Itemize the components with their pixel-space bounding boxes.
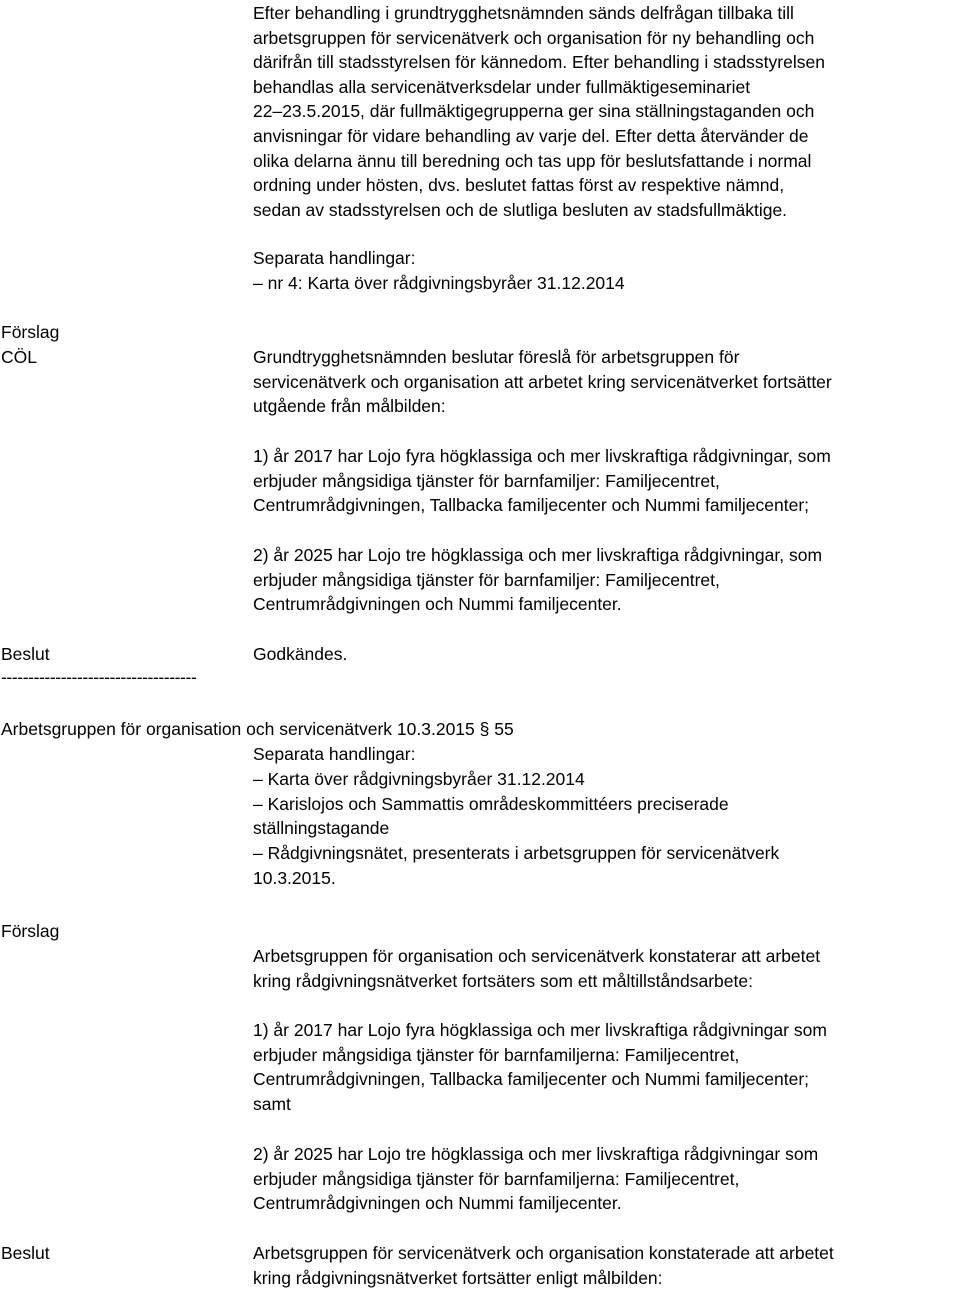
separate-docs-item: – Karta över rådgivningsbyråer 31.12.2014 xyxy=(253,769,585,789)
proposal-item-line: samt xyxy=(253,1093,291,1114)
separate-docs-heading: Separata handlingar: xyxy=(253,248,416,268)
proposal-paragraph xyxy=(253,944,820,993)
decision-label: Beslut xyxy=(1,644,50,664)
proposal-item-line: erbjuder mångsidiga tjänster för barnfamiljerna: Familjecentret, xyxy=(253,1168,740,1189)
proposal-line: kring rådgivningsnätverket fortsäters som ett måltillståndsarbete: xyxy=(253,970,753,991)
intro-line: anvisningar för vidare behandling av varje del. Efter detta återvänder de xyxy=(253,125,809,146)
proposal-item-2 xyxy=(253,543,822,617)
proposal-item-line: Centrumrådgivningen och Nummi familjecenter. xyxy=(253,1193,622,1214)
proposal-paragraph xyxy=(253,345,832,419)
proposal-item-line: 1) år 2017 har Lojo fyra högklassiga och mer livskraftiga rådgivningar som xyxy=(253,1020,827,1040)
proposal-author-label: CÖL xyxy=(1,347,37,367)
proposal-item-line: 2) år 2025 har Lojo tre högklassiga och mer livskraftiga rådgivningar, som xyxy=(253,545,823,565)
proposal-item-line: 2) år 2025 har Lojo tre högklassiga och mer livskraftiga rådgivningar som xyxy=(253,1144,819,1164)
section-divider: ------------------------------------ xyxy=(1,667,197,687)
proposal-line: Grundtrygghetsnämnden beslutar föreslå för arbetsgruppen för xyxy=(253,347,740,367)
section-number: 55 xyxy=(494,719,514,739)
section-heading-text: Arbetsgruppen för organisation och servicenätverk 10.3.2015 xyxy=(1,719,475,739)
proposal-item-line: Centrumrådgivningen, Tallbacka familjecenter och Nummi familjecenter; xyxy=(253,1069,810,1090)
separate-docs-item: – nr 4: Karta över rådgivningsbyråer 31.12.2014 xyxy=(253,273,625,293)
intro-line: ordning under hösten, dvs. beslutet fattas först av respektive nämnd, xyxy=(253,175,785,196)
separate-docs-item-continued: 10.3.2015. xyxy=(253,868,336,888)
proposal-label: Förslag xyxy=(1,322,60,342)
intro-line: olika delarna ännu till beredning och tas upp för beslutsfattande i normal xyxy=(253,150,812,171)
proposal-item-1 xyxy=(253,444,831,518)
proposal-item-1 xyxy=(253,1018,827,1116)
intro-line: 22–23.5.2015, där fullmäktigegrupperna ger sina ställningstaganden och xyxy=(253,101,815,122)
proposal-item-line: erbjuder mångsidiga tjänster för barnfamiljer: Familjecentret, xyxy=(253,470,720,491)
decision-line: Arbetsgruppen för servicenätverk och organisation konstaterade att arbetet xyxy=(253,1243,834,1263)
proposal-item-line: 1) år 2017 har Lojo fyra högklassiga och mer livskraftiga rådgivningar, som xyxy=(253,446,831,466)
intro-line: arbetsgruppen för servicenätverk och organisation för ny behandling och xyxy=(253,27,815,48)
intro-line: behandlas alla servicenätverksdelar under fullmäktigeseminariet xyxy=(253,76,751,97)
proposal-line: utgående från målbilden: xyxy=(253,396,446,417)
intro-line: därifrån till stadsstyrelsen för kännedom. Efter behandling i stadsstyrelsen xyxy=(253,52,825,73)
proposal-item-line: Centrumrådgivningen och Nummi familjecenter. xyxy=(253,594,622,615)
section-mark: § xyxy=(479,719,490,739)
proposal-label: Förslag xyxy=(1,921,60,941)
proposal-item-line: Centrumrådgivningen, Tallbacka familjecenter och Nummi familjecenter; xyxy=(253,495,810,516)
separate-docs-item: – Rådgivningsnätet, presenterats i arbetsgruppen för servicenätverk xyxy=(253,843,780,863)
proposal-line: servicenätverk och organisation att arbetet kring servicenätverket fortsätter xyxy=(253,371,832,392)
decision-text: Godkändes. xyxy=(253,644,348,664)
decision-paragraph xyxy=(253,1241,834,1290)
intro-line: sedan av stadsstyrelsen och de slutliga besluten av stadsfullmäktige. xyxy=(253,199,788,220)
intro-paragraph xyxy=(253,1,825,222)
separate-docs-item-continued: ställningstagande xyxy=(253,818,390,838)
proposal-item-2 xyxy=(253,1142,818,1216)
proposal-item-line: erbjuder mångsidiga tjänster för barnfamiljerna: Familjecentret, xyxy=(253,1044,740,1065)
proposal-line: Arbetsgruppen för organisation och servicenätverk konstaterar att arbetet xyxy=(253,946,821,966)
decision-line: kring rådgivningsnätverket fortsätter enligt målbilden: xyxy=(253,1267,663,1288)
decision-label: Beslut xyxy=(1,1243,50,1263)
separate-docs-heading: Separata handlingar: xyxy=(253,744,416,764)
separate-docs-item: – Karislojos och Sammattis områdeskommittéers preciserade xyxy=(253,794,729,814)
intro-line: Efter behandling i grundtrygghetsnämnden sänds delfrågan tillbaka till xyxy=(253,3,794,23)
proposal-item-line: erbjuder mångsidiga tjänster för barnfamiljer: Familjecentret, xyxy=(253,569,720,590)
section-heading xyxy=(1,717,514,742)
